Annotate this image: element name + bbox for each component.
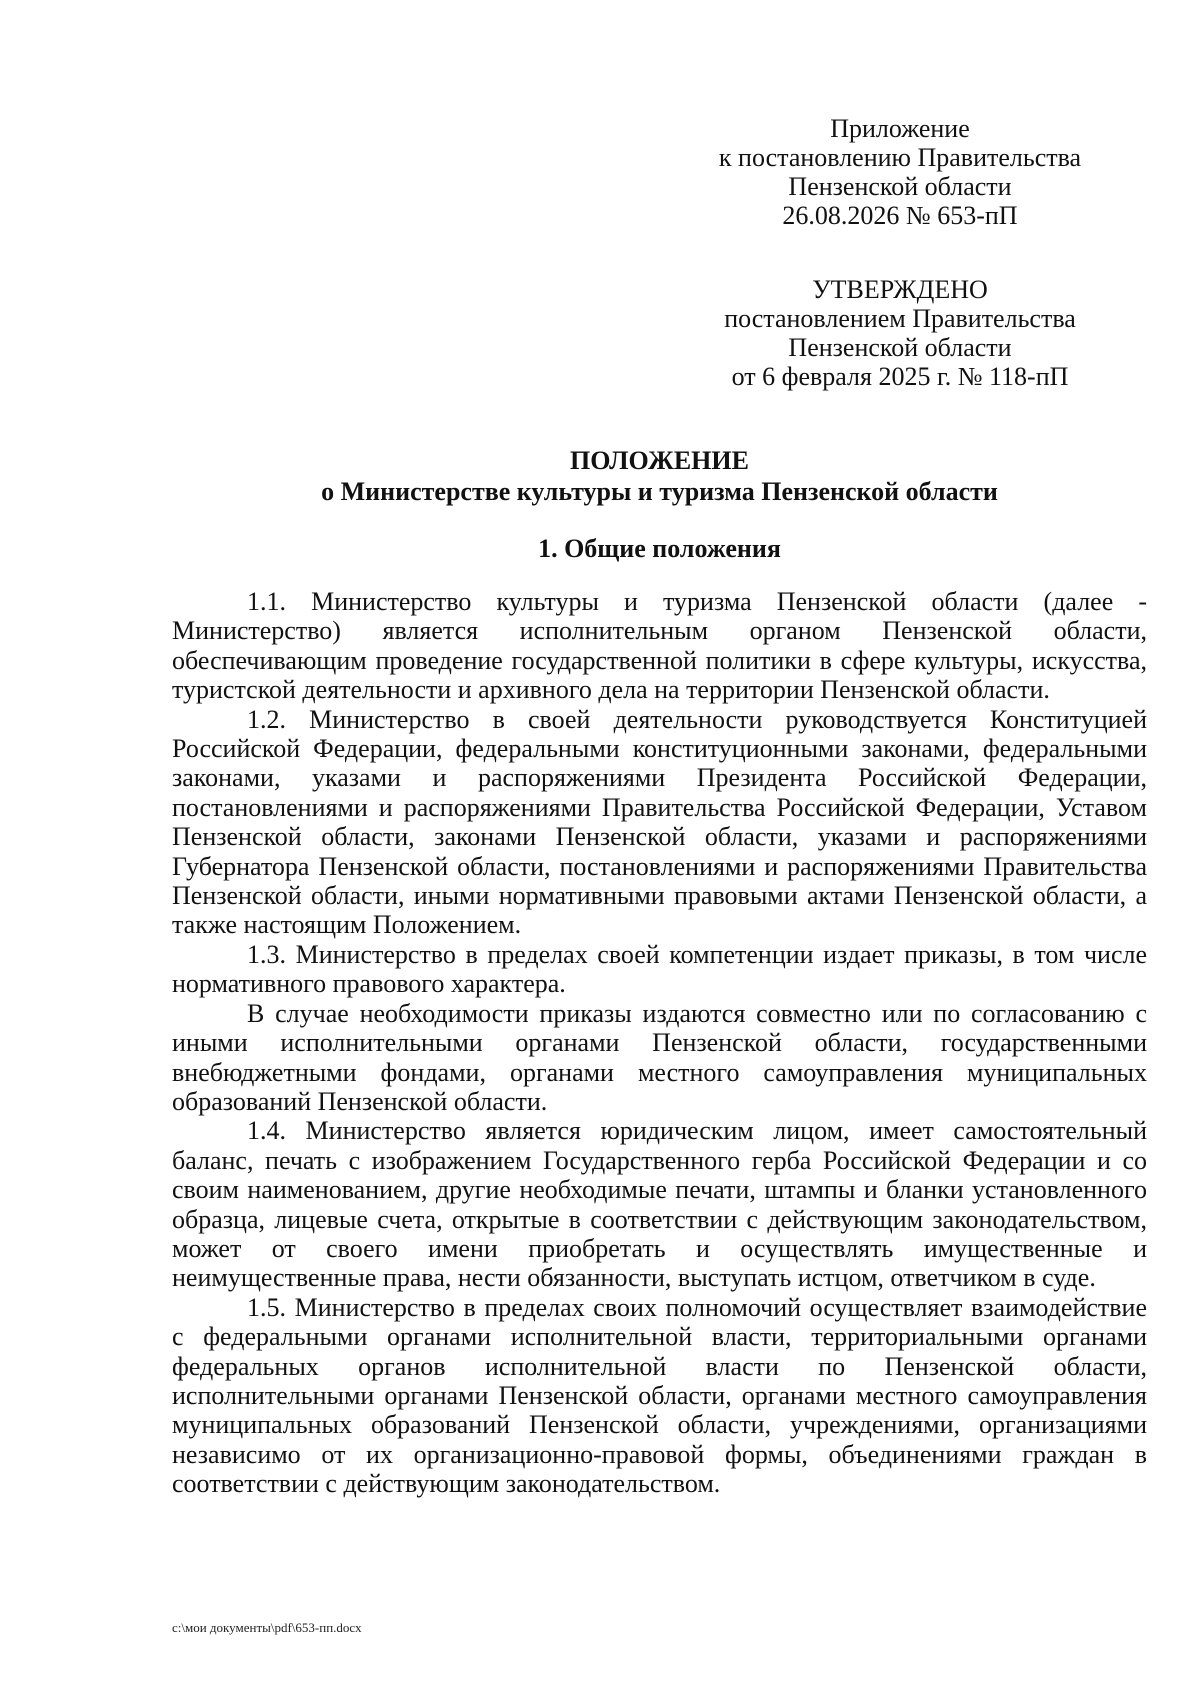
document-subtitle: о Министерстве культуры и туризма Пензенской области [321, 477, 998, 506]
appendix-line: Пензенской области [788, 172, 1012, 201]
document-title: ПОЛОЖЕНИЕ [570, 446, 749, 475]
approved-line: Пензенской области [788, 333, 1012, 362]
approved-block [700, 275, 1100, 391]
appendix-line: Приложение [830, 114, 970, 143]
file-path-footer: c:\мои документы\pdf\653-пп.docx [172, 1620, 362, 1635]
approved-line: постановлением Правительства [724, 304, 1076, 333]
paragraph: В случае необходимости приказы издаются совместно или по согласованию с иными исполнительными органами Пензенской области, государственными внебюджетными фондами, органами местного самоуправления муниципальных образований Пензенской области. [172, 998, 1147, 1116]
appendix-block [700, 114, 1100, 230]
appendix-line: к постановлению Правительства [718, 143, 1082, 172]
paragraph: 1.1. Министерство культуры и туризма Пензенской области (далее - Министерство) является исполнительным органом Пензенской области, обеспечивающим проведение государственной политики в сфере культуры, искусства, туристской деятельности и архивного дела на территории Пензенской области. [172, 587, 1147, 705]
approved-stamp-label: УТВЕРЖДЕНО [812, 275, 988, 304]
paragraph: 1.4. Министерство является юридическим лицом, имеет самостоятельный баланс, печать с изображением Государственного герба Российской Федерации и со своим наименованием, другие необходимые печати, штампы и бланки установленного образца, лицевые счета, открытые в соответствии с действующим законодательством, может от своего имени приобретать и осуществлять имущественные и неимущественные права, нести обязанности, выступать истцом, ответчиком в суде. [172, 1116, 1147, 1293]
approved-date-number: от 6 февраля 2025 г. № 118-пП [731, 362, 1069, 391]
section-heading: 1. Общие положения [538, 534, 781, 563]
paragraph: 1.3. Министерство в пределах своей компетенции издает приказы, в том числе нормативного правового характера. [172, 939, 1147, 999]
paragraph: 1.5. Министерство в пределах своих полномочий осуществляет взаимодействие с федеральными органами исполнительной власти, территориальными органами федеральных органов исполнительной власти по Пензенской области, исполнительными органами Пензенской области, органами местного самоуправления муниципальных образований Пензенской области, учреждениями, организациями независимо от их организационно-правовой формы, объединениями граждан в соответствии с действующим законодательством. [172, 1292, 1147, 1499]
paragraph: 1.2. Министерство в своей деятельности руководствуется Конституцией Российской Федерации, федеральными конституционными законами, федеральными законами, указами и распоряжениями Президента Российской Федерации, постановлениями и распоряжениями Правительства Российской Федерации, Уставом Пензенской области, законами Пензенской области, указами и распоряжениями Губернатора Пензенской области, постановлениями и распоряжениями Правительства Пензенской области, иными нормативными правовыми актами Пензенской области, а также настоящим Положением. [172, 704, 1147, 940]
section-body [172, 587, 1147, 1499]
appendix-date-number: 26.08.2026 № 653-пП [782, 201, 1018, 230]
